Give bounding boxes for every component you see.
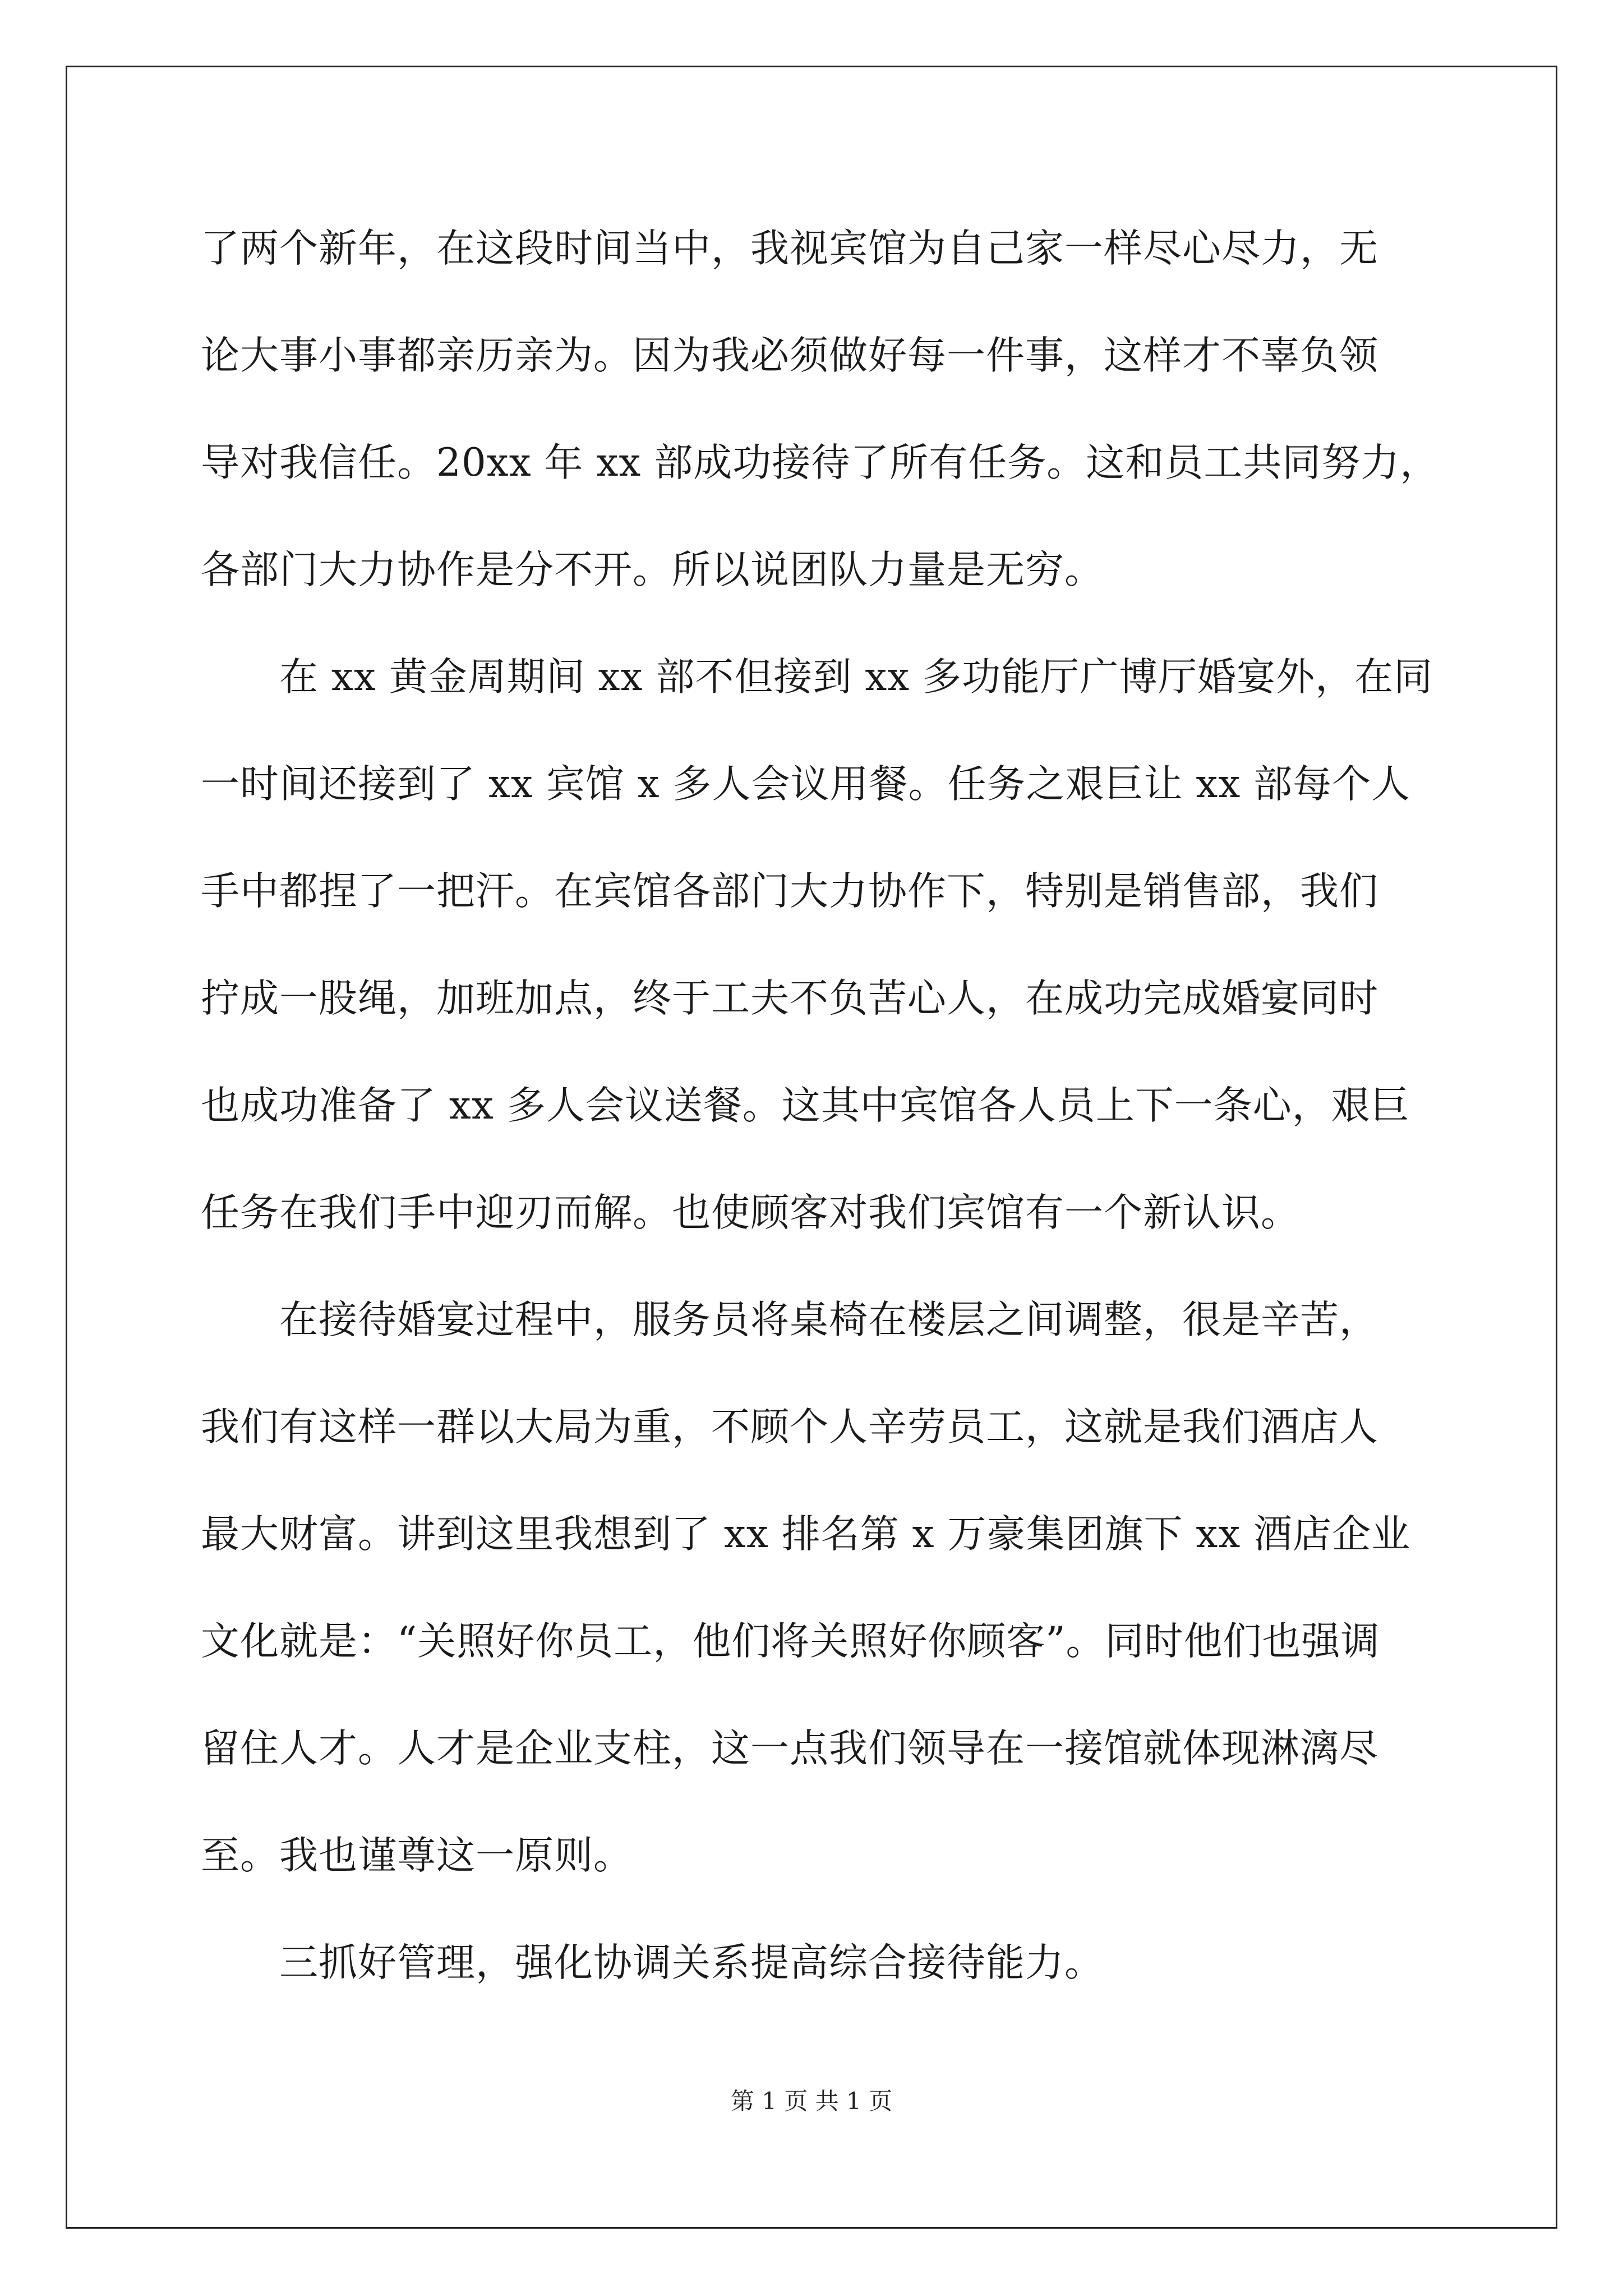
text-line: 在 xx 黄金周期间 xx 部不但接到 xx 多功能厅广博厅婚宴外，在同	[279, 655, 1433, 700]
page-footer: 第 1 页 共 1 页	[730, 2087, 893, 2115]
text-line: 在接待婚宴过程中，服务员将桌椅在楼层之间调整，很是辛苦，	[279, 1297, 1378, 1342]
text-line: 论大事小事都亲历亲为。因为我必须做好每一件事，这样才不辜负领	[201, 333, 1378, 378]
text-line: 拧成一股绳，加班加点，终于工夫不负苦心人，在成功完成婚宴同时	[201, 976, 1378, 1021]
text-line: 任务在我们手中迎刃而解。也使顾客对我们宾馆有一个新认识。	[201, 1190, 1300, 1235]
document-body	[201, 195, 1440, 2017]
text-line: 我们有这样一群以大局为重，不顾个人辛劳员工，这就是我们酒店人	[201, 1405, 1378, 1450]
text-line: 也成功准备了 xx 多人会议送餐。这其中宾馆各人员上下一条心，艰巨	[201, 1083, 1410, 1128]
text-line: 留住人才。人才是企业支柱，这一点我们领导在一接馆就体现淋漓尽	[201, 1726, 1378, 1771]
text-line: 手中都捏了一把汗。在宾馆各部门大力协作下，特别是销售部，我们	[201, 869, 1378, 914]
text-line: 导对我信任。20xx 年 xx 部成功接待了所有任务。这和员工共同努力，	[201, 440, 1440, 485]
text-line: 各部门大力协作是分不开。所以说团队力量是无穷。	[201, 547, 1104, 592]
text-line: 文化就是：“关照好你员工，他们将关照好你顾客”。同时他们也强调	[201, 1619, 1380, 1664]
text-line: 最大财富。讲到这里我想到了 xx 排名第 x 万豪集团旗下 xx 酒店企业	[201, 1512, 1411, 1557]
text-line: 至。我也谨尊这一原则。	[201, 1833, 633, 1878]
text-line: 一时间还接到了 xx 宾馆 x 多人会议用餐。任务之艰巨让 xx 部每个人	[201, 762, 1411, 807]
text-line: 三抓好管理，强化协调关系提高综合接待能力。	[279, 1940, 1104, 1985]
text-line: 了两个新年，在这段时间当中，我视宾馆为自己家一样尽心尽力，无	[201, 226, 1378, 271]
